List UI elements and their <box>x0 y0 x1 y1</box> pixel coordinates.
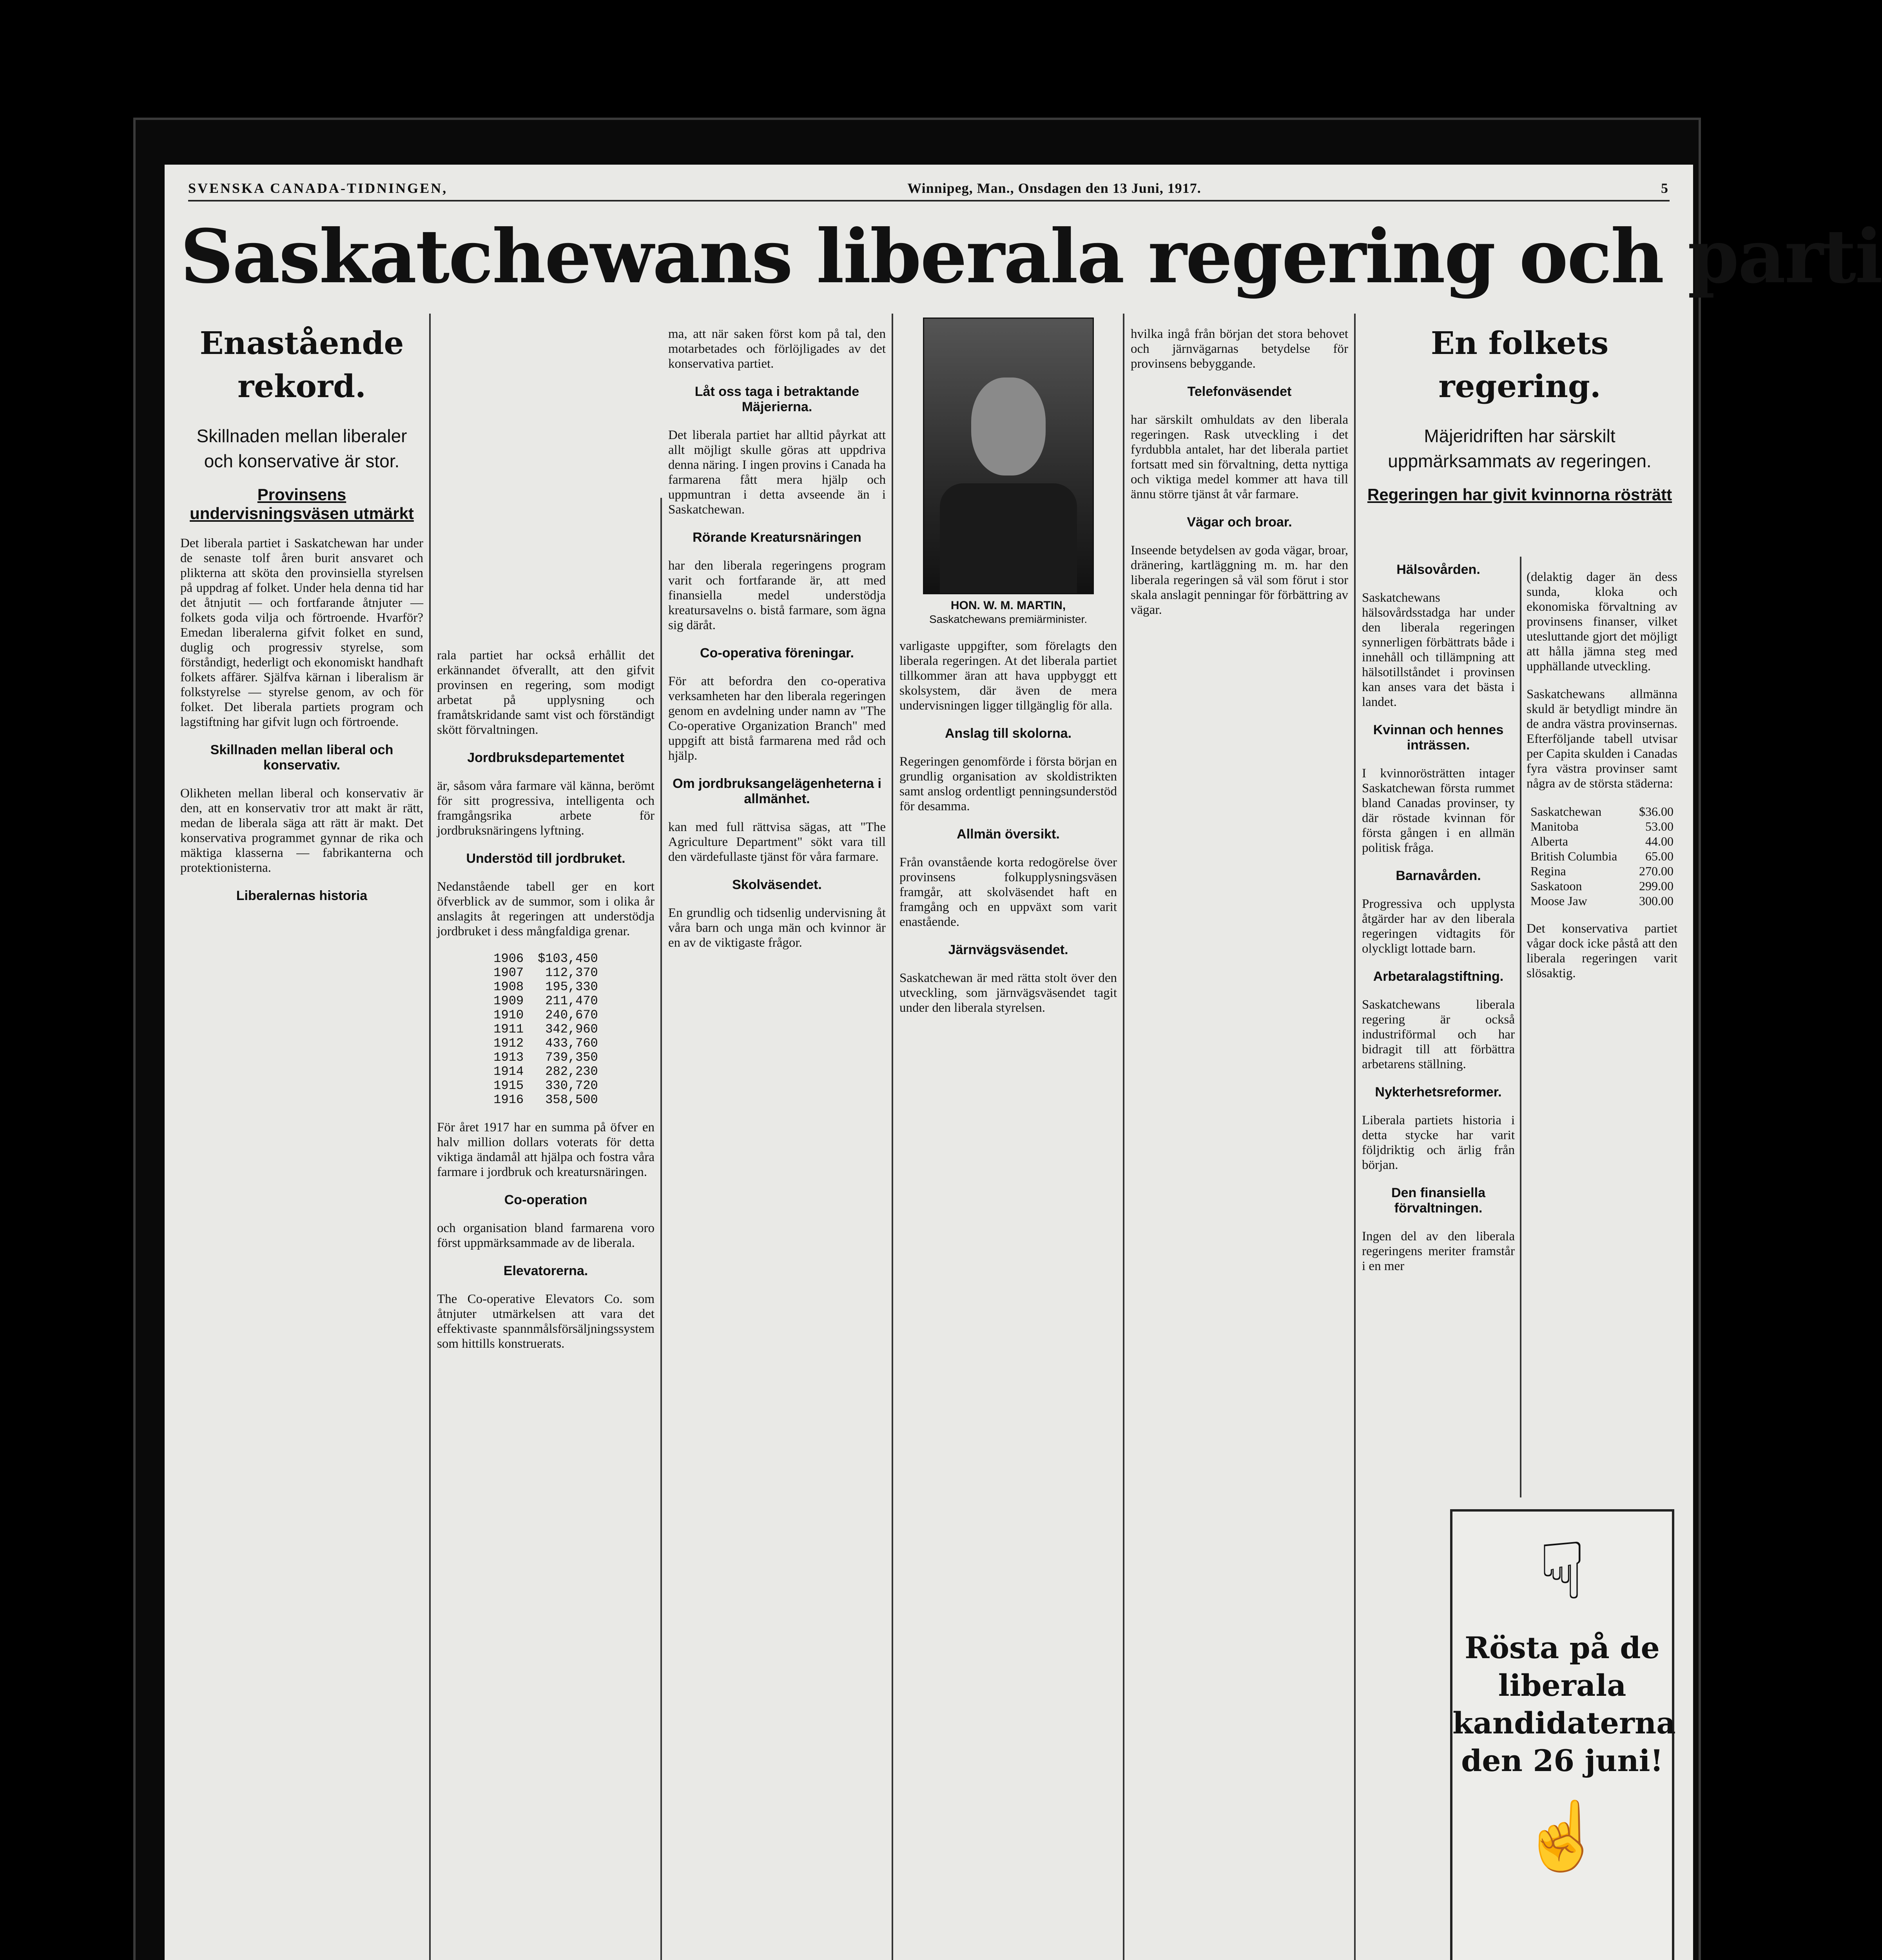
funding-amount: $103,450 <box>538 951 598 966</box>
right-body-5: Liberala partiets historia i detta stycke har varit följdriktig och ärlig från början. <box>1362 1113 1515 1172</box>
portrait-photo <box>923 318 1094 594</box>
debt-row <box>1527 849 1677 864</box>
funding-amount: 282,230 <box>545 1064 598 1079</box>
right-body-1: Saskatchewans hälsovårdsstadga har under den liberala regeringen synnerligen förbättrats både i innehåll och tillämpning att hälsotillståndet i provinsen kan anses vara det bästa i landet. <box>1362 591 1515 709</box>
debt-name: Saskatchewan <box>1530 804 1602 818</box>
debt-name: Moose Jaw <box>1530 894 1587 908</box>
column-4 <box>899 314 1117 1960</box>
funding-year: 1911 <box>493 1022 524 1036</box>
col2-body-2: är, såsom våra farmare väl känna, berömt för sitt progressiva, intelligenta och framgångsrika arbete för jordbruksnäringens lyftning. <box>437 779 655 838</box>
col2-body-3: Nedanstående tabell ger en kort öfverblick av de summor, som i olika år anslagits åt regeringen att understödja jordbruket i dess mångfaldiga grenar. <box>437 880 655 938</box>
funding-year: 1909 <box>493 994 524 1008</box>
col4-body-3: Från ovanstående korta redogörelse över provinsens folkupplysningsväsen framgår, att skolväsendet haft en framgång och en uppväxt som varit enastående. <box>899 855 1117 929</box>
funding-year: 1907 <box>493 965 524 980</box>
column-5 <box>1131 314 1348 1960</box>
col2-body-6: The Co-operative Elevators Co. som åtnjuter utmärkelsen att vara det effektivaste spannmålsförsäljningssystem som hittills konstruerats. <box>437 1292 655 1351</box>
right-subhead-2: Kvinnan och hennes inträssen. <box>1373 722 1504 753</box>
col5-body-1: hvilka ingå från början det stora behovet och järnvägarnas betydelse för provinsens bebyggande. <box>1131 327 1348 371</box>
debt-value: 299.00 <box>1639 879 1673 893</box>
funding-row <box>486 1008 605 1022</box>
right-col2-body-1: (delaktig dager än dess sunda, kloka och ekonomiska förvaltning av provinsens finanser, vilket utesluttande gjort det möjligt att hålla jämna steg med upphällande utveckling. <box>1527 570 1677 673</box>
column-rule <box>429 314 431 1960</box>
col3-subhead-3: Co-operativa föreningar. <box>700 646 854 661</box>
col3-body-1: ma, att när saken först kom på tal, den motarbetades och förlöjligades av det konservativa partiet. <box>668 327 886 371</box>
funding-row <box>486 1051 605 1065</box>
funding-amount: 342,960 <box>545 1022 598 1036</box>
funding-year: 1914 <box>493 1064 524 1079</box>
col5-subhead-1: Telefonväsendet <box>1187 384 1292 399</box>
funding-amount: 195,330 <box>545 980 598 994</box>
col5-body-2: har särskilt omhuldats av den liberala regeringen. Rask utveckling i det fyrdubbla antalet, har det liberala partiet fortsatt med sin förvaltning, detta nyttiga och viktiga medel kommer att hava till ännu större tjänst åt vår farmare. <box>1131 413 1348 501</box>
col3-subhead-1: Låt oss taga i betraktande Mäjerierna. <box>694 384 859 414</box>
debt-row <box>1527 819 1677 834</box>
col3-body-6: En grundlig och tidsenlig undervisning åt våra barn och unga män och kvinnor är en av de viktigaste frågor. <box>668 906 886 950</box>
left-subhead-1: Skillnaden mellan liberal och konservativ. <box>210 742 393 773</box>
newspaper-page <box>165 165 1882 1960</box>
col4-body-1: varligaste uppgifter, som förelagts den liberala regeringen. At det liberala partiet tillkommer äran att hava uppbyggt ett skolsystem, där även de mera undervisningen ligger tillgänglig för alla. <box>899 639 1117 713</box>
right-title: En folkets regering. <box>1431 325 1609 405</box>
debt-value: 65.00 <box>1645 849 1673 863</box>
funding-row <box>486 966 605 980</box>
left-title: Enastående rekord. <box>199 325 404 405</box>
left-body-1: Det liberala partiet i Saskatchewan har under de senaste tolf åren burit ansvaret och plikterna att sköta den provinsiella styrelsen på uppdrag af folket. Under hela denna tid har det åtnjutit — och fortfarande åtnjuter — folkets goda vilja och förtroende. Hvarför? Emedan liberalerna gifvit folket en sund, duglig och progressiv styrelse, som förståndigt, hederligt och ekonomiskt handhaft folkets affärer. Själfva kärnan i liberalism är folkstyrelse — styrelse genom, av och för folket. Det liberala partiets program och lagstiftning har gifvit lugn och förtroende. <box>180 536 423 729</box>
column-rule <box>1354 314 1356 1960</box>
funding-amount: 330,720 <box>545 1078 598 1093</box>
col4-subhead-3: Järnvägsväsendet. <box>948 942 1068 957</box>
debt-table <box>1527 804 1677 908</box>
left-subtitle: Skillnaden mellan liberaler och konservative är stor. <box>196 426 407 471</box>
funding-row <box>486 1036 605 1051</box>
masthead-name: SVENSKA CANADA-TIDNINGEN, <box>188 180 448 196</box>
col3-body-2: Det liberala partiet har alltid påyrkat att allt möjligt skulle göras att uppdriva denna näring. I ingen provins i Canada ha farmarena fått mera hjälp och uppmuntran i detta avseende än i Saskatchewan. <box>668 428 886 517</box>
photo-caption-title: Saskatchewans premiärminister. <box>929 613 1088 625</box>
funding-year: 1912 <box>493 1036 524 1051</box>
column-3 <box>668 314 886 1960</box>
debt-value: 270.00 <box>1639 864 1673 878</box>
col4-body-4: Saskatchewan är med rätta stolt över den utveckling, som järnvägsväsendet tagit under den liberala styrelsen. <box>899 971 1117 1015</box>
right-subhead-6: Den finansiella förvaltningen. <box>1391 1185 1485 1216</box>
right-body-4: Saskatchewans liberala regering är också industriförmal och har bidragit till att förbättra arbetarens ställning. <box>1362 998 1515 1071</box>
funding-table <box>486 952 605 1107</box>
masthead <box>188 176 1670 201</box>
funding-row <box>486 1022 605 1036</box>
vote-text: Rösta på de liberala kandidaterna den 26 juni! <box>1452 1630 1676 1778</box>
funding-row <box>486 980 605 994</box>
column-rule <box>660 498 662 1960</box>
page-number: 5 <box>1661 180 1670 196</box>
col3-subhead-5: Skolväsendet. <box>732 877 822 892</box>
col3-body-4: För att befordra den co-operativa verksamheten har den liberala regeringen genom en avdelning under namn av "The Co-operative Organization Branch" med uppgift att bistå farmarena med råd och hjälp. <box>668 674 886 763</box>
col2-subhead-2: Understöd till jordbruket. <box>466 851 626 866</box>
funding-year: 1913 <box>493 1050 524 1065</box>
column-rule <box>892 314 893 1960</box>
col4-body-2: Regeringen genomförde i första början en grundlig organisation av skoldistrikten samt anslog ordentligt penningsunderstöd för desamma. <box>899 755 1117 813</box>
right-body-6: Ingen del av den liberala regeringens meriter framstår i en mer <box>1362 1229 1515 1273</box>
funding-row <box>486 1065 605 1079</box>
funding-row <box>486 952 605 966</box>
col3-body-5: kan med full rättvisa sägas, att "The Agriculture Department" sökt vara till den värdefullaste tjänst för våra farmare. <box>668 820 886 864</box>
right-body-3: Progressiva och upplysta åtgärder har av den liberala regeringen vidtagits för olyckligt lottade barn. <box>1362 897 1515 956</box>
right-subtitle: Mäjeridriften har särskilt uppmärksammats av regeringen. <box>1388 426 1652 471</box>
pointing-hand-up-icon: ☝ <box>1521 1800 1604 1873</box>
col3-body-3: har den liberala regeringens program varit och fortfarande är, att med finansiella medel understödja kreatursavelns o. bistå farmare, som ägna sig däråt. <box>668 559 886 632</box>
col4-subhead-1: Anslag till skolorna. <box>945 726 1072 741</box>
debt-value: $36.00 <box>1639 804 1673 818</box>
col3-subhead-2: Rörande Kreatursnäringen <box>693 530 861 545</box>
col2-subhead-1: Jordbruksdepartementet <box>467 750 624 765</box>
funding-year: 1906 <box>493 951 524 966</box>
col2-body-5: och organisation bland farmarena voro först uppmärksammade av de liberala. <box>437 1221 655 1250</box>
funding-row <box>486 1079 605 1093</box>
column-2 <box>437 635 655 1960</box>
column-7 <box>1527 557 1677 1497</box>
vote-box <box>1450 1509 1674 1960</box>
debt-name: Saskatoon <box>1530 879 1582 893</box>
left-section-title: Provinsens undervisningsväsen utmärkt <box>190 485 414 523</box>
column-rule <box>1520 557 1521 1497</box>
funding-row <box>486 994 605 1008</box>
pointing-hand-icon: ☟ <box>1538 1529 1586 1615</box>
col2-body-1: rala partiet har också erhållit det erkännandet öfverallt, att den gifvit provinsen en regering, som modigt arbetat på upplysning och framåtskridande samt vist och förständigt skött förvaltningen. <box>437 648 655 737</box>
col4-subhead-2: Allmän översikt. <box>957 827 1060 842</box>
photo-caption-name: HON. W. M. MARTIN, <box>950 599 1066 612</box>
col5-body-3: Inseende betydelsen av goda vägar, broar, dränering, kartläggning m. m. har den liberala regeringen så väl som förut i stor skala anslagit penningar för förbättring av vägar. <box>1131 543 1348 617</box>
masthead-dateline: Winnipeg, Man., Onsdagen den 13 Juni, 1917. <box>907 180 1201 196</box>
right-col2-body-2: Saskatchewans allmänna skuld är betydligt mindre än de andra västra provinsernas. Efterföljande tabell utvisar per Capita skulden i Canadas fyra västra provinser samt några av de största städerna: <box>1527 687 1677 791</box>
left-body-2: Olikheten mellan liberal och konservativ är den, att en konservativ tror att makt är rätt, medan de liberala säga att rätt är makt. Det konservativa programmet gynnar de rika och mäktiga klasserna — fabrikanterna och protektionisterna. <box>180 786 423 875</box>
funding-year: 1915 <box>493 1078 524 1093</box>
debt-value: 53.00 <box>1645 819 1673 833</box>
funding-amount: 112,370 <box>545 965 598 980</box>
right-section-title: Regeringen har givit kvinnorna rösträtt <box>1367 485 1672 504</box>
debt-value: 300.00 <box>1639 894 1673 908</box>
funding-year: 1910 <box>493 1008 524 1022</box>
debt-row <box>1527 834 1677 849</box>
right-subhead-4: Arbetaralagstiftning. <box>1373 969 1504 984</box>
debt-row <box>1527 893 1677 908</box>
debt-row <box>1527 804 1677 819</box>
portrait-face <box>971 377 1046 475</box>
funding-amount: 433,760 <box>545 1036 598 1051</box>
debt-row <box>1527 864 1677 878</box>
debt-name: Alberta <box>1530 834 1568 848</box>
column-rule <box>1123 314 1124 1960</box>
portrait-coat <box>940 483 1077 593</box>
right-subhead-3: Barnavården. <box>1396 868 1481 883</box>
col5-subhead-2: Vägar och broar. <box>1187 515 1292 530</box>
funding-amount: 240,670 <box>545 1008 598 1022</box>
col2-subhead-3: Co-operation <box>504 1192 587 1207</box>
funding-amount: 739,350 <box>545 1050 598 1065</box>
debt-value: 44.00 <box>1645 834 1673 848</box>
funding-amount: 211,470 <box>545 994 598 1008</box>
left-subhead-2: Liberalernas historia <box>236 888 368 903</box>
col2-subhead-4: Elevatorerna. <box>503 1263 588 1278</box>
funding-year: 1916 <box>493 1093 524 1107</box>
debt-name: Regina <box>1530 864 1566 878</box>
funding-year: 1908 <box>493 980 524 994</box>
right-body-2: I kvinnorösträtten intager Saskatchewan första rummet bland Canadas provinser, ty där röstade kvinnan för första gången i en allmän politisk fråga. <box>1362 766 1515 855</box>
column-1 <box>180 314 423 1960</box>
funding-row <box>486 1093 605 1107</box>
debt-row <box>1527 878 1677 893</box>
right-subhead-1: Hälsovården. <box>1396 562 1480 577</box>
col3-subhead-4: Om jordbruksangelägenheterna i allmänhet. <box>673 776 881 806</box>
right-subhead-5: Nykterhetsreformer. <box>1375 1085 1502 1100</box>
right-col2-body-3: Det konservativa partiet vågar dock icke påstå att den liberala regeringen varit slösaktig. <box>1527 922 1677 980</box>
main-headline: Saskatchewans liberala regering och parti <box>180 213 1882 300</box>
funding-amount: 358,500 <box>545 1093 598 1107</box>
debt-name: British Columbia <box>1530 849 1617 863</box>
col2-body-4: För året 1917 har en summa på öfver en halv million dollars voterats för detta viktiga ändamål att hjälpa och fostra våra farmare i jordbruk och kreatursnäringen. <box>437 1120 655 1179</box>
debt-name: Manitoba <box>1530 819 1579 833</box>
